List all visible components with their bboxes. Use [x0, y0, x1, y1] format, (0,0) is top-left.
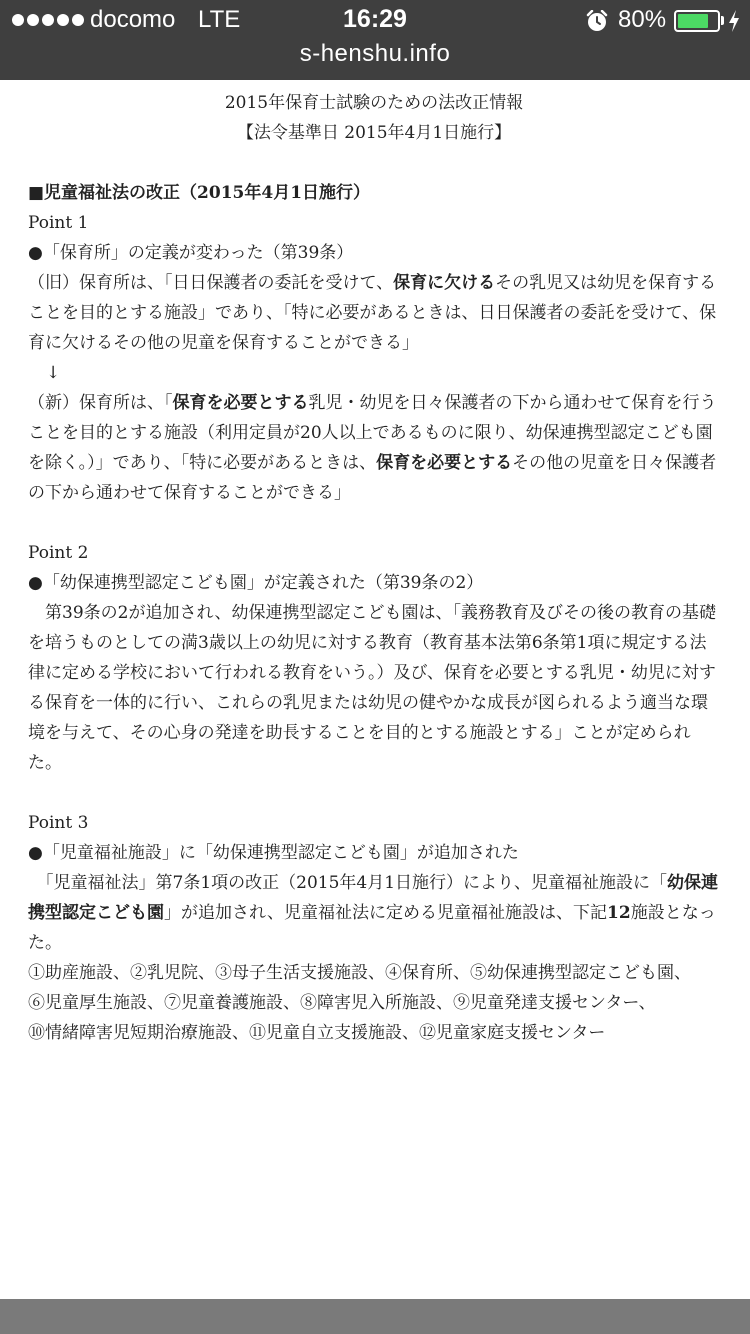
point2-body: 第39条の2が追加され、幼保連携型認定こども園は、「義務教育及びその後の教育の基礎を培うものとしての満3歳以上の幼児に対する教育（教育基本法第6条第1項に規定する法律に定める学校において行われる教育をいう。）及び、保育を必要とする乳児・幼児に対する保育を一体的に行い、これらの乳児または幼児の健やかな成長が図られるよう適当な環境を与えて、その心身の発達を助長することを目的とする施設とする」ことが定められた。 — [28, 603, 716, 773]
network-type: LTE — [198, 6, 241, 33]
battery-percent: 80% — [618, 6, 667, 33]
point2-heading: ●「幼保連携型認定こども園」が定義された（第39条の2） — [28, 573, 484, 593]
point3-label: Point 3 — [28, 813, 89, 833]
status-time: 16:29 — [343, 5, 407, 33]
battery-icon — [674, 10, 720, 32]
facility-list-line-1: ①助産施設、②乳児院、③母子生活支援施設、④保育所、⑤幼保連携型認定こども園、 — [28, 963, 691, 983]
status-bar — [0, 0, 750, 42]
document-subtitle: 【法令基準日 2015年4月1日施行】 — [236, 123, 512, 143]
alarm-clock-icon — [586, 10, 608, 32]
facility-list-line-3: ⑩情緒障害児短期治療施設、⑪児童自立支援施設、⑫児童家庭支援センター — [28, 1023, 606, 1043]
address-bar-url[interactable]: s-henshu.info — [299, 40, 451, 67]
point1-heading: ●「保育所」の定義が変わった（第39条） — [28, 243, 354, 263]
carrier-name: docomo — [90, 6, 176, 33]
article-content — [28, 88, 720, 1048]
battery-nub — [721, 16, 724, 25]
down-arrow-icon: ↓ — [46, 363, 61, 383]
point1-new-text: （新）保育所は、「保育を必要とする乳児・幼児を日々保護者の下から通わせて保育を行うことを目的とする施設（利用定員が20人以上であるものに限り、幼保連携型認定こども園を除く。）」であり、「特に必要があるときは、保育を必要とするその他の児童を日々保護者の下から通わせて保育することができる」 — [28, 393, 717, 503]
point1-old-text: （旧）保育所は、「日日保護者の委託を受けて、保育に欠けるその乳児又は幼児を保育することを目的とする施設」であり、「特に必要があるときは、日日保護者の委託を受けて、保育に欠けるその他の児童を保育することができる」 — [28, 273, 717, 353]
point3-heading: ●「児童福祉施設」に「幼保連携型認定こども園」が追加された — [28, 843, 519, 863]
browser-bottom-toolbar — [0, 1299, 750, 1334]
section-heading: ■児童福祉法の改正（2015年4月1日施行） — [28, 183, 371, 203]
facility-list-line-2: ⑥児童厚生施設、⑦児童養護施設、⑧障害児入所施設、⑨児童発達支援センター、 — [28, 993, 656, 1013]
bolt-icon — [727, 9, 741, 33]
point1-label: Point 1 — [28, 213, 89, 233]
point2-label: Point 2 — [28, 543, 89, 563]
browser-top-bar — [0, 0, 750, 80]
document-title: 2015年保育士試験のための法改正情報 — [224, 93, 524, 113]
point3-body: 「児童福祉法」第7条1項の改正（2015年4月1日施行）により、児童福祉施設に「幼保連携型認定こども園」が追加され、児童福祉法に定める児童福祉施設は、下記12施設となった。 — [28, 873, 719, 953]
battery-fill — [678, 14, 708, 28]
